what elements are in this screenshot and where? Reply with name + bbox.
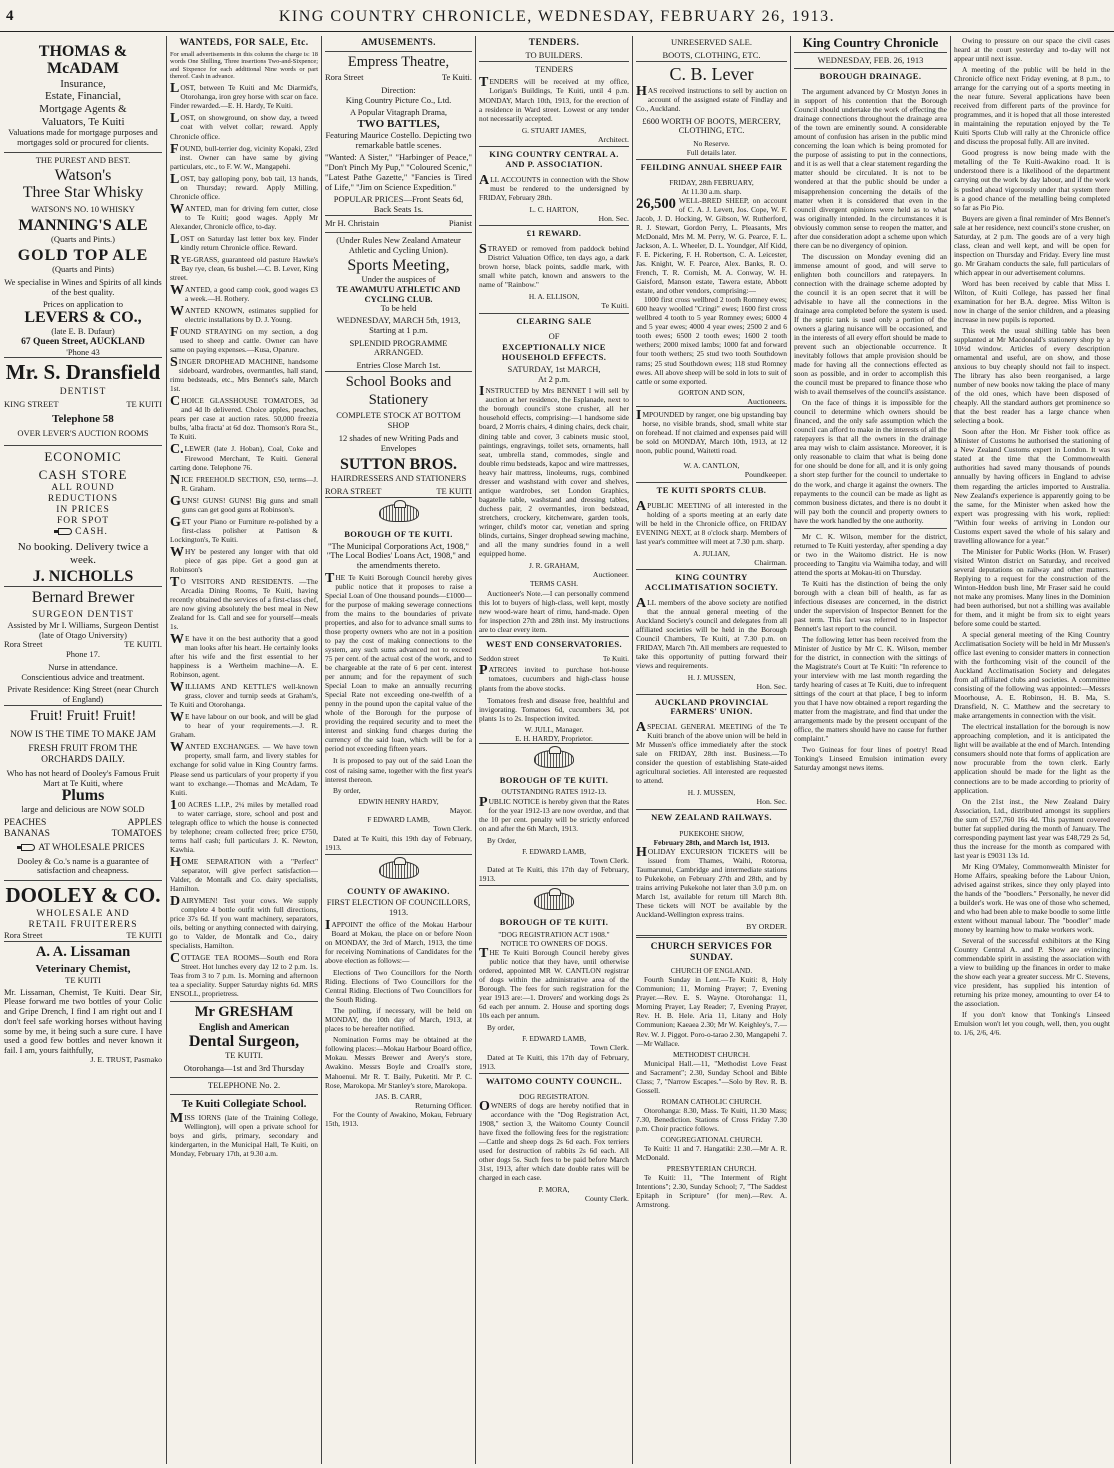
news-item: If you don't know that Tonking's Linseed Emulsion won't let you cough, well, then, you ought to. 1/6, 2/6, 4/6. — [954, 1010, 1110, 1038]
vitagraph-label: A Popular Vitagraph Drama, — [349, 107, 448, 118]
classified-ad: GUNS! GUNS! GUNS! Big guns and small guns can get good guns at Robinson's. — [170, 493, 318, 514]
classified-ad: WHY be pestered any longer with that old piece of gas pipe. Get a good gun at Robinson's — [170, 544, 318, 574]
classified-ad: CHOICE GLASSHOUSE TOMATOES, 3d and 4d lb delivered. Choice apples, peaches, pears per case at auction rates. 50,000 freezia bulbs, 'alba fracta' at 6d doz. Thomson's Rora St., Te Kuiti. — [170, 394, 318, 442]
news-item: This week the usual shilling table has been supplanted at Mr Macdonald's stationery shop by a 10½d window. Articles of every description ornamental and useful, are on show, and those anxious to buy cheaply should not fail to inspect. The library has also been reorganised, a large number of new books now taking the place of many of the old ones, which have been disposed of cheaply. All the standard authors get prominence so that the best reader has a large chance when selecting a book. — [954, 325, 1110, 426]
tomatoes-text: Tomatoes fresh and disease free, healthful and invigorating. Tomatoes 6d, cucumbers 3d, pot plants 1s to 2s. Inspection invited. — [479, 695, 629, 723]
te-kuiti-label: TE KUITI — [436, 486, 472, 497]
sale-time: At 2 p.m. — [537, 373, 571, 384]
mora-signature: P. MORA, — [538, 1185, 570, 1195]
editorial-paragraph: On the face of things it is impossible for the council to determine which owners should be financed, and the only safe assumption which the council can afford to make in the interests of all the ratepayers is that all the owners in the drainage area may wish to claim assistance. Moreover, it is only reasonable to claim that what is being done for one should be done for all, and it is only going a short step further for the council to undertake to do the work, and charge it against the owners. The repayments to the council can be made as light as common business dictates, and there is no doubt it will pay both the council and property owners to have the work handled by the one authority. — [794, 398, 947, 525]
wholesale-prices-text: AT WHOLESALE PRICES — [38, 842, 145, 853]
athletic-rules-text: (Under Rules New Zealand Amateur Athletic and Cycling Union). — [325, 232, 472, 259]
bananas-label: BANANAS — [4, 828, 50, 839]
accounts-text: ALL ACCOUNTS in connection with the Show must be rendered to the undersigned by FRIDAY, February 28th. — [479, 172, 629, 202]
full-details-label: Full details later. — [686, 148, 737, 158]
pianist-label: Pianist — [448, 217, 472, 228]
all-round-text: ALL ROUND — [51, 483, 115, 494]
by-order-label: By order, — [333, 785, 361, 795]
column-rule — [950, 36, 951, 1464]
otorohanga-days: Otorohanga—1st and 3rd Thursday — [183, 1062, 305, 1073]
news-item: Te Kuiti has the distinction of being the only borough with a clean bill of health, as far as infectious diseases are concerned, in the district under the supervision of Inspector Bennett for the past term. This fact was referred to in Inspector Bennett's last report to the council. — [794, 578, 947, 633]
unreserved-sale: UNRESERVED SALE. — [670, 37, 752, 47]
graham-signature: J. R. GRAHAM, — [529, 560, 579, 570]
retail-label: RETAIL FRUITERERS — [28, 920, 138, 931]
column-rule — [475, 36, 476, 1464]
classified-ad: FOUND, bull-terrier dog, vicinity Kopaki, 23rd inst. Owner can have same by giving particulars, etc., to F. W. W., Mangapehi. — [170, 141, 318, 171]
borough-crest-icon — [379, 504, 419, 522]
borough-crest-icon — [534, 750, 574, 768]
three-star-heading: Three Star Whisky — [22, 184, 144, 202]
lamb-signature: F EDWARD LAMB, — [367, 815, 430, 825]
school-books-heading: School Books and — [325, 371, 472, 393]
te-kuiti-label: TE KUITI — [65, 974, 101, 985]
column-rule — [166, 36, 167, 1464]
auctioneer-label: Auctioneer. — [592, 569, 629, 579]
over-levers-label: OVER LEVER'S AUCTION ROOMS — [17, 427, 149, 438]
te-kuiti-label: Te Kuiti. — [601, 301, 629, 311]
starting-time: Starting at 1 p.m. — [369, 324, 428, 335]
purest-label: THE PUREST AND BEST. — [4, 152, 162, 169]
catholic-heading: ROMAN CATHOLIC CHURCH. — [661, 1096, 762, 1106]
patrons-text: PATRONS invited to purchase hot-house tomatoes, cucumbers and high-class house plants from the above stocks. — [479, 663, 629, 693]
thomas-note: Valuations made for mortgage purposes and mortgages sold or procured for clients. — [8, 127, 158, 147]
worth-text: £600 WORTH OF BOOTS, MERCERY, CLOTHING, ETC. — [642, 115, 781, 136]
economic-heading: ECONOMIC — [4, 445, 162, 468]
classified-ad: DAIRYMEN! Test your cows. We supply complete 4 bottle outfit with full directions, price 37s 6d. If you want machinery, separators, oils, belting or anything connected with dairying, go to Valder, de Montalk and Co., dairy specialists, Hamilton. — [170, 893, 318, 951]
collegiate-heading: Te Kuiti Collegiate School. — [170, 1094, 318, 1114]
pukekohe-date: February 28th, and March 1st, 1913. — [653, 837, 770, 847]
fresh-fruit-text: FRESH FRUIT FROM THE ORCHARDS DAILY. — [28, 744, 138, 765]
gresham-name: Mr GRESHAM — [170, 1001, 318, 1023]
classified-ad: LOST, on showground, on show day, a tweed coat with velvet collar; reward. Apply Chronicle office. — [170, 111, 318, 141]
te-kuiti-label: TE KUITI. — [124, 639, 162, 650]
borough-drainage-heading: BOROUGH DRAINAGE. — [794, 68, 947, 85]
complete-stock-text: COMPLETE STOCK AT BOTTOM SHOP — [336, 410, 461, 431]
phone-43: 'Phone 43 — [66, 346, 100, 357]
boots-clothing: BOOTS, CLOTHING, ETC. — [662, 49, 761, 60]
featuring-text: Featuring Maurice Costello. Depicting two remarkable battle scenes. — [325, 129, 472, 150]
now-is-text: NOW IS THE TIME TO MAKE JAM — [10, 730, 156, 741]
king-street-label: KING STREET — [4, 399, 59, 410]
pointing-hand-icon — [58, 528, 72, 535]
hairdressers-label: HAIRDRESSERS AND STATIONERS — [330, 473, 467, 484]
dransfield-name: Mr. S. Dransfield — [4, 357, 162, 386]
hon-sec-label: Hon. Sec. — [598, 213, 629, 223]
sports-meeting-heading: Sports Meeting, — [347, 257, 450, 275]
collegiate-text: MISS IORNS (late of the Training College, Wellington), will open a private school for boys and girls, primary, secondary and kindergarten, in the Municipal Hall, Te Kuiti, on Monday, February 17th, at 9.30 a.m. — [170, 1111, 318, 1159]
editorial-paragraph: The discussion on Monday evening did an immense amount of good, and will serve to enlighten both councillors and ratepayers. In connection with the drainage scheme adopted by the council it is an open secret that it will be advisable to have all the connections in the drainage area completed before the system is used. If the septic tank is used only a portion of the owners a glaring nuisance will be occasioned, and in the interests of all every effort should be made to prevent such an objectionable occurrence. It inevitably follows that ample provision should be made for having all the connections effected as soon as possible, and in order to accomplish this the council must be prepared to finance those who wish to avail themselves of the council's assistance. — [794, 251, 947, 397]
brewer-assist-text: Assisted by Mr I. Williams, Surgeon Dentist (late of Otago University) — [7, 619, 159, 640]
household-effects-heading: EXCEPTIONALLY NICE HOUSEHOLD EFFECTS. — [501, 342, 607, 363]
english-american-label: English and American — [198, 1023, 290, 1034]
classified-ad: NICE FREEHOLD SECTION, £50, terms—J. R. Graham. — [170, 472, 318, 493]
classified-ad: WANTED, man for driving fern cutter, close to Te Kuiti; good wages. Apply Mr Alexander, Chronicle office, to-day. — [170, 201, 318, 231]
impounded-text: IMPOUNDED by ranger, one big upstanding bay horse, no visible brands, shod, small white star on forehead. If not claimed and expenses paid will be sold on MONDAY, March 10th, 1913, at 12 noon, public pound, Waitetti road. — [636, 406, 787, 458]
holiday-excursion-text: HOLIDAY EXCURSION TICKETS will be issued from Thames, Waihi, Rotorua, Taumarunui, Cambridge and intermediate stations to Pukekohe, on February 27th and 28th, and by trains arriving Pukekohe not later than 3.0 p.m. on March 1st, available for return till March 8th. These tickets will NOT be available by the Auckland-Wellington express trains. — [636, 844, 787, 919]
special-meeting-text: ASPECIAL GENERAL MEETING of the Te Kuiti branch of the above union will be held in Mr Mussen's office immediately after the stock sale on FRIDAY, 28th inst. Business.—To consider the question of establishing State-aided agricultural societies. All interested are requested to attend. — [636, 720, 787, 786]
classified-ad: C.LEWER (late J. Hoban), Coal, Coke and Firewood Merchant, Te Kuiti. General carting done. Telephone 76. — [170, 442, 318, 472]
classified-ad: GET your Piano or Furniture re-polished by a first-class polisher at Pattison & Lockington's, Te Kuiti. — [170, 514, 318, 544]
classified-ad: WANTED KNOWN, estimates supplied for electric installations by D. J. Young. — [170, 304, 318, 325]
nomination-text: Nomination Forms may be obtained at the following places:—Mokau Harbour Board office, Mokau. Messrs Brewer and Avery's store, Awakino. Messrs Boyle and Croall's store, Mahoenui. Mr R. T. Baily, Puketiti. Mr P. C. Rose, Marokopa. Mr Stanley's store, Marokopa. — [325, 1035, 472, 1090]
public-notice-text: PUBLIC NOTICE is hereby given that the Rates for the year 1912-13 are now overdue, and that the 10 per cent. penalty will be strictly enforced on and after the 6th March, 1913. — [479, 794, 629, 833]
telephone-2: TELEPHONE No. 2. — [170, 1077, 318, 1094]
seddon-street-label: Seddon street — [479, 654, 520, 664]
tender-text: TENDERS will be received at my office, Lorigan's Buildings, Te Kuiti, until 4 p.m. MONDAY, March 10th, 1913, for the erection of a residence in Ward street. Lowest or any tender not necessarily accepted. — [479, 75, 629, 123]
church-services-heading: CHURCH SERVICES FOR SUNDAY. — [650, 942, 773, 964]
conscientious-text: Conscientious advice and treatment. — [21, 671, 145, 682]
auctioneers-label: Auctioneers. — [747, 396, 787, 406]
sale-day: SATURDAY, 1st MARCH, — [507, 363, 601, 374]
sheep-count: 26,500 — [636, 195, 676, 212]
news-item: Mr King O'Maley, Commonwealth Minister for Home Affairs, speaking before the Labour Union, advised against strikes, since they only played into the hands of the "boodlers." Personally, he never did a builder's work. He was one of those who schemed, and who had been able to make boodle to some little extent without manual labour. The "boodler" made money by learning how to make workers work. — [954, 861, 1110, 934]
auctioneer-note: Auctioneer's Note.—I can personally commend this lot to buyers of high-class, well kept, mostly new wood-ware heart of rimu, hand-made. Open for inspection 27th and 28th inst. My instructions are to clear every item. — [479, 588, 629, 634]
queen-street-address: 67 Queen Street, AUCKLAND — [21, 336, 145, 347]
town-clerk-label: Town Clerk. — [433, 824, 472, 834]
wholesale-prices-line — [4, 843, 162, 854]
column-2-wanteds — [170, 36, 318, 1464]
lissaman-name: A. A. Lissaman — [4, 941, 162, 963]
te-kuiti-label: Te Kuiti. — [441, 72, 472, 83]
railways-heading: NEW ZEALAND RAILWAYS. — [636, 809, 787, 826]
classified-ad: LOST, bay galloping pony, bob tail, 13 hands, on Thursday; reward. Apply Milling, Chronicle office. — [170, 171, 318, 201]
nurse-text: Nurse in attendance. — [48, 661, 118, 672]
church-of-england-text: Fourth Sunday in Lent.—Te Kuiti: 8, Holy Communion; 11, Morning Prayer; 7, Evening Prayer.—Rev. E. S. Wayne. Otorohanga: 11, Morning Prayer, Lay Reader; 7, Evening Prayer, Rev. H. B. Hele. Aria 11, Litany and Holy Communion; Kaeaea 2.30; Mr W. Keighley's, 7.—Rev. W. J. Piggot. Poro-o-tarao 2.30, Mangapehi 7.—Mr Wallace. — [636, 975, 787, 1048]
classified-ad: WE have it on the best authority that a good man looks after his heart. He certainly looks after his wife and the first essential to her happiness is a Wertheim machine—A. E. Robinson, agent. — [170, 632, 318, 680]
clearing-sale-heading: CLEARING SALE — [479, 313, 629, 330]
news-item: Two Guineas for four lines of poetry! Read Tonking's Linseed Emulsion intimation every Saturday amongst news items. — [794, 745, 947, 773]
splendid-programme: SPLENDID PROGRAMME ARRANGED. — [349, 337, 448, 358]
news-item: Good progress is now being made with the metalling of the Te Kuiti-Awakino road. It is understood there is a likelihood of the department carrying out the work by day labour, and if the work is pushed ahead vigorously under that system there is a good chance of the metalling being completed so far as Pio Pio. — [954, 148, 1110, 212]
borough-crest-icon — [534, 892, 574, 910]
editorial-masthead: King Country Chronicle — [794, 36, 947, 53]
feilding-time: At 11.30 a.m. sharp. — [681, 186, 742, 196]
large-delicious-text: large and delicious are NOW SOLD — [21, 804, 145, 815]
mannings-ale: MANNING'S ALE — [18, 216, 148, 234]
cash-line — [4, 527, 162, 538]
sheep-list: 1000 first cross wellbred 2 tooth Romney ewes; 600 heavy woolled "Cringi" ewes; 1600 first cross wellbred 4 tooth to 5 year Romney ewes; 6000 4 and 5 year ewes; 4000 4 year ewes; 2500 2 and 6 tooth ewes; 6500 2 tooth ewes; 1600 2 tooth wethers; 2000 mixed lambs; 1000 fat and forward four tooth wethers; 25 stud two tooth Southdown rams; 25 stud Southdown ewes; 118 stud Romney ewes. All above sheep will be sold in lots to suit of cattle or some exported. — [636, 295, 787, 386]
catholic-text: Otorohanga: 8.30, Mass. Te Kuiti, 11.30 Mass; 7.30, Benediction. Stations of Cross Friday 7.30 p.m. Choir practice follows. — [636, 1105, 787, 1133]
gold-top-ale: GOLD TOP ALE — [17, 247, 149, 265]
pianist-name: Mr H. Christain — [325, 217, 380, 228]
pointing-hand-icon — [21, 844, 35, 851]
election-heading: FIRST ELECTION OF COUNCILLORS, 1913. — [326, 897, 471, 918]
direction-label: Direction: — [381, 84, 416, 95]
jull-signature: W. JULL, Manager. — [524, 724, 584, 734]
news-item: The following letter has been received from the Minister of Justice by Mr C. K. Wilson, member for the district, in connection with the sittings of the Magistrate's Court at Te Kuiti: "In reference to your interview with me last month regarding the tardy hearing of cases at Te Kuiti, due to infrequent sittings of the court at that place, I beg to inform you that I have now obtained a report regarding the matter from the magistrate, and find that under the arrangements made by the present occupant of the office, the matters should have no cause for further complaint." — [794, 635, 947, 744]
hon-sec-label: Hon. Sec. — [756, 797, 787, 807]
watsons-no10: WATSON'S NO. 10 WHISKY — [31, 204, 135, 215]
rora-street-label: RORA STREET — [325, 486, 382, 497]
dufaur-label: (late E. B. Dufaur) — [51, 326, 115, 337]
thomas-line: Valuators, Te Kuiti — [41, 115, 125, 128]
farmers-union-heading: AUCKLAND PROVINCIAL FARMERS' UNION. — [636, 694, 787, 721]
lever-name: C. B. Lever — [636, 61, 787, 87]
phone-17: Phone 17. — [66, 649, 100, 660]
column-7-news — [954, 36, 1110, 1464]
acclimatisation-heading: KING COUNTRY ACCLIMATISATION SOCIETY. — [636, 569, 787, 596]
cantlon-signature: W. A. CANTLON, — [683, 461, 740, 471]
column-4-tenders — [479, 36, 629, 1464]
nicholls-name: J. NICHOLLS — [32, 568, 134, 586]
classified-ad: FOUND STRAYING on my section, a dog used to sheep and cattle. Owner can have same on paying expenses.—Kusa, Oparure. — [170, 325, 318, 355]
dated-text: Dated at Te Kuiti, this 17th day of February, 1913. — [479, 1052, 629, 1071]
who-has-text: Who has not heard of Dooley's Famous Fruit Mart at Te Kuiti, where — [6, 767, 160, 788]
popular-prices-text: POPULAR PRICES—Front Seats 6d, Back Seats 1s. — [333, 194, 464, 215]
news-item: The Minister for Public Works (Hon. W. Fraser) visited Winton district on Saturday, and received several deputations on railway and other matters. Replying to a request for the construction of the Winton-Heddon bush line, Mr Fraser said he could not make any promises. Many lines in the Dominion had been authorised, but not a shilling was available for them, and it might be from six to eight years before some could be started. — [954, 546, 1110, 628]
plums-heading: Plums — [61, 787, 105, 805]
congregational-heading: CONGREGATIONAL CHURCH. — [660, 1134, 763, 1144]
sports-club-heading: TE KUITI SPORTS CLUB. — [636, 482, 787, 499]
cash-text: CASH. — [75, 527, 108, 538]
carr-signature: JAS. B. CARR, — [375, 1091, 422, 1101]
classified-ad: WANTED EXCHANGES. — We have town property, small farm, and livery stables for exchange for solid value in King Country farms. Please send us particulars of your property if you want to exchange.—Thomas and McAdam, Te Kuiti. — [170, 740, 318, 797]
empress-theatre-name: Empress Theatre, — [325, 51, 472, 73]
harton-signature: L. C. HARTON, — [529, 204, 579, 214]
stationery-heading: Stationery — [368, 392, 429, 409]
outstanding-rates-heading: OUTSTANDING RATES 1912-13. — [501, 787, 607, 797]
awamutu-club: TE AWAMUTU ATHLETIC AND CYCLING CLUB. — [336, 283, 461, 304]
thomas-mcadam-name: THOMAS & McADAM — [38, 43, 128, 77]
lissaman-signature: J. E. TRUST, Pasmako — [90, 1054, 162, 1064]
two-battles-title: TWO BATTLES, — [357, 118, 440, 131]
sutton-bros-name: SUTTON BROS. — [339, 456, 458, 474]
private-residence-text: Private Residence: King Street (near Church of England) — [7, 684, 159, 705]
terms-cash: TERMS CASH. — [529, 579, 579, 589]
column-6-editorial — [794, 36, 947, 1464]
presbyterian-text: Te Kuiti: 11, "The Interment of Right Intentions"; 2.30, Sunday School; 7, "The Saddest Epitaph in Scripture" (for men).—Rev. A. Armstrong. — [636, 1172, 787, 1210]
fruit-heading: Fruit! Fruit! Fruit! — [4, 705, 162, 727]
mayor-label: Mayor. — [449, 805, 472, 815]
news-item: On the 21st inst., the New Zealand Dairy Association, Ltd., distributed amongst its suppliers the sum of £57,760 16s 4d. This payment covered butter fat supplied during the month of January. The corresponding payment last year was £48,729 2s 5d, thus the increase for the month as compared with last year is £9031 13s 1d. — [954, 796, 1110, 860]
news-item: Mr C. K. Wilson, member for the district, returned to Te Kuiti yesterday, after spending a day or two in the Waitomo district. He is now proceeding to Tangitu via Waimiha today, and will attend the sports at Mokau-iti on Thursday. — [794, 531, 947, 577]
returning-officer-label: Returning Officer. — [414, 1100, 472, 1110]
levers-name: LEVERS & CO., — [24, 309, 142, 327]
lamb-signature: F. EDWARD LAMB, — [522, 1034, 586, 1044]
tomatoes-label: TOMATOES — [111, 828, 162, 839]
mussen-signature: H. J. MUSSEN, — [687, 788, 736, 798]
rora-street-label: Rora Street — [325, 72, 364, 83]
news-item: A meeting of the public will be held in the Chronicle office next Friday evening, at 8 p.m., to arrange for the carrying out of a sports meeting in the near future. Several applications have been received from different parts of the province for programmes, and it is hoped that all those interested in maintaining the reputation enjoyed by the Te Kuiti Sports Club will rally at the Chronicle office and discuss the proposal fully. All are invited. — [954, 65, 1110, 147]
lissaman-letter: Mr. Lissaman, Chemist, Te Kuiti. Dear Sir, Please forward me two bottles of your Colic and Gripe Drench, I find I am right out and I don't feel safe working horses without having some by me, it being such a sure cure. I have used a good few bottles and never known it fail. I am, yours faithfully, — [4, 986, 162, 1056]
in-prices-text: IN PRICES — [56, 505, 110, 516]
apples-label: APPLES — [127, 817, 162, 828]
news-item: Owing to pressure on our space the civil cases heard at the court yesterday and to-day will not appear until next issue. — [954, 36, 1110, 64]
notice-owners-heading: NOTICE TO OWNERS OF DOGS. — [500, 939, 608, 949]
no-booking-text: No booking. Delivery twice a week. — [17, 540, 149, 566]
west-end-heading: WEST END CONSERVATORIES. — [479, 636, 629, 653]
town-clerk-label: Town Clerk. — [590, 855, 629, 865]
direction-company: King Country Picture Co., Ltd. — [345, 94, 452, 105]
masthead — [0, 6, 1114, 32]
dooley-guarantee-text: Dooley & Co.'s name is a guarantee of satisfaction and cheapness. — [17, 855, 149, 876]
sheep-vendors-text: WELL-BRED SHEEP, on account of C. A. J. Levett, Jos. Cope, W. F. Jacob, J. D. Hocking, W. Gibson, W. Rutherford, R. J. Stewart, Gordon Perry, L. Pleasants, Mrs McDonald, Mrs M. M. Perry, W. G. Pearce, F. L. Jackson, A. L. Wheeler, D. L. Youndger, Alf Kidd, F. E. Pickering, F. H. Robertson, C. A. Leicester, Jas. Knight, W. F. Pearce, Alex. Banks, R. O. French, T. R. Cornish, M. A. Conway, W. H. Gaisford, Manson estate, Tawera estate, Abbott estate, and other vendors, comprising:— — [636, 195, 787, 296]
classified-ad: TO VISITORS AND RESIDENTS. —The Arcadia Dining Rooms, Te Kuiti, having recently obtained the services of a first-class chef, are now giving absolutely the best meal in New Zealand for 1s. Call and see for yourself—meals 1s. — [170, 574, 318, 632]
page-number: 4 — [6, 8, 14, 24]
architect-label: Architect. — [598, 134, 629, 144]
thomas-line: Mortgage Agents & — [39, 102, 127, 115]
editorial-date: WEDNESDAY, FEB. 26, 1913 — [817, 54, 924, 65]
classified-ad: LOST on Saturday last letter box key. Finder kindly return Chronicle office. Reward. — [170, 231, 318, 252]
dentist-label: DENTIST — [59, 386, 107, 397]
newspaper-title: KING COUNTRY CHRONICLE, WEDNESDAY, FEBRUARY 26, 1913. — [278, 8, 836, 25]
borough-heading: BOROUGH OF TE KUITI. — [344, 528, 453, 539]
column-5-notices — [636, 36, 787, 1464]
loan-note-text: It is proposed to pay out of the said Loan the cost of raising same, together with the first year's interest thereon. — [325, 756, 472, 784]
ellison-signature: H. A. ELLISON, — [528, 292, 580, 302]
waitomo-text: OWNERS of dogs are hereby notified that in accordance with the "Dog Registration Act, 1908," section 3, the Waitomo County Council have fixed the following fees for the registration:—Cattle and sheep dogs 2s 6d each. Fox terriers used for destruction of rabbits 2s 6d each. All other dogs 5s. Such fees to be paid before March 31st, 1913, after which date double rates will be charged in each case. — [479, 1098, 629, 1182]
programme-list: "Wanted: A Sister," "Harbinger of Peace," "Don't Pinch My Pup," "Coloured Scenic," "Latest Pathe Gazette," "Fancies is Tired of Life," "Jim on Science Expedition." — [325, 152, 472, 192]
hon-sec-label: Hon. Sec. — [756, 682, 787, 692]
reductions-text: REDUCTIONS — [47, 494, 119, 505]
news-item: Several of the successful exhibitors at the King Country Central A. and P. Show are evincing commendable spirit in assisting the association with a view to building up the finances in order to make the show each year a greater success. Mr C. Stevens, vice president, has supplied his intention of returning his prize money, amounting to over £4 to the association. — [954, 936, 1110, 1009]
classified-ad: SINGER DROPHEAD MACHINE, handsome sideboard, wardrobes, overmantles, hall stand, rimu bedsteads, etc., Mrs Bennet's sale, March 1st. — [170, 355, 318, 394]
writing-pads-text: 12 shades of new Writing Pads and Envelopes — [338, 432, 459, 453]
lamb-signature: F. EDWARD LAMB, — [522, 846, 586, 856]
county-clerk-label: County Clerk. — [584, 1194, 629, 1204]
hardy-signature: EDWIN HENRY HARDY, — [358, 796, 439, 806]
dental-surgeon-heading: Dental Surgeon, — [188, 1033, 300, 1051]
hardy-signature: E. H. HARDY, Proprietor. — [515, 733, 593, 743]
classified-ad: HOME SEPARATION with a "Perfect" separator, will give perfect satisfaction—Valder, de Montalk and Co. dairy specialists, Hamilton. — [170, 854, 318, 893]
to-builders-label: TO BUILDERS. — [525, 49, 583, 60]
by-order-label: BY ORDER. — [746, 921, 787, 931]
auspices-label: Under the auspices of — [361, 274, 436, 285]
news-item: The electrical installation for the borough is now approaching completion, and it is anticipated the light will be available at the end of March. Intending consumers should note that forms of application are now procurable from the town clerk. Early application should be made for the light as the connections are to be made according to priority of application. — [954, 722, 1110, 795]
feilding-heading: FEILDING ANNUAL SHEEP FAIR — [636, 159, 787, 176]
dog-registration-heading: DOG REGISTRATON. — [518, 1091, 590, 1101]
classified-ad: 100 ACRES L.I.P., 2¼ miles by metalled road to water carriage, store, school and post and telegraph office to which the house is connected by telephone; cream collected free; price £750, terms half cash; full particulars J. K. Newton, Kawhia. — [170, 797, 318, 854]
peaches-label: PEACHES — [4, 817, 47, 828]
chairman-label: Chairman. — [754, 557, 787, 567]
entries-close: Entries Close March 1st. — [356, 360, 441, 371]
tenders-label: TENDERS — [479, 61, 629, 78]
news-item: Soon after the Hon. Mr Fisher took office as Minister of Customs he authorised the stationing of a New Zealand Customs expert in London. It was stated at the time that the Commonwealth authorities had saved many thousands of pounds annually by having officers in England to advise them regarding the articles imported to Australia. New Zealand's experience is apparently going to be the same, for the Minister when asked how the expert was progressing with his work, replied: "Within four weeks of arriving in London our Customs expert saved the whole of his salary and travelling allowance for a year." — [954, 427, 1110, 545]
dooley-name: DOOLEY & CO. — [4, 880, 162, 909]
lever-text: HAS received instructions to sell by auction on account of the assigned estate of Findlay and Co., Auckland. — [636, 84, 787, 114]
borough-heading: BOROUGH OF TE KUITI. — [499, 774, 609, 785]
gorton-signature: GORTON AND SON, — [678, 387, 745, 397]
james-signature: G. STUART JAMES, — [521, 125, 587, 135]
election-text: IAPPOINT the office of the Mokau Harbour Board at Mokau, the place on or before Noon on MONDAY, the 3rd of March, 1913, the time for receiving Nominations of Candidates for the above election as follows:— — [325, 918, 472, 966]
dated-text: Dated at Te Kuiti, this 17th day of February, 1913. — [479, 865, 629, 884]
of-label: OF — [548, 330, 560, 341]
by-order-label: By Order, — [487, 835, 517, 845]
reward-heading: £1 REWARD. — [479, 225, 629, 242]
classified-ad: WANTED, a good camp cook, good wages £3 a week.—H. Rothery. — [170, 282, 318, 304]
te-kuiti-label: TE KUITI — [126, 399, 162, 410]
watsons-heading: Watson's — [54, 167, 112, 185]
wanteds-intro: For small advertisements in this column the charge is: 18 words One Shilling, Three insertions Two-and-Sixpence; and Sixpence for each additional Nine words or part thereof. Cash in advance. — [170, 50, 318, 80]
amusements-header: AMUSEMENTS. — [361, 38, 436, 48]
for-spot-text: FOR SPOT — [56, 516, 110, 527]
presbyterian-heading: PRESBYTERIAN CHURCH. — [666, 1163, 757, 1173]
thomas-line: Estate, Financial, — [44, 90, 122, 103]
news-item: Buyers are given a final reminder of Mrs Bennet's sale at her residence, next council's stone crusher, on Saturday, at 2 p.m. The goods are of a very high class, clean and well kept, and will be open for inspection on Thursday and Friday. Every line must go. Mr Graham conducts the sale, full particulars of which appear in our advertisement columns. — [954, 213, 1110, 277]
awakino-heading: COUNTY OF AWAKINO. — [347, 885, 450, 896]
town-clerk-label: Town Clerk. — [590, 1043, 629, 1053]
tenders-header: TENDERS. — [528, 38, 580, 48]
church-of-england-heading: CHURCH OF ENGLAND. — [670, 966, 753, 976]
awakino-crest-icon — [379, 861, 419, 879]
te-kuiti-label: TE KUITI — [126, 930, 162, 941]
polling-text: The polling, if necessary, will be held on MONDAY, the 10th day of March, 1913, at places to be hereafter notified. — [325, 1006, 472, 1034]
editorial-paragraph: The argument advanced by Cr Mostyn Jones in in support of his contention that the Borough Council should undertake the work of effecting the drainage connections throughout the drainage area of the town are eminently sound. A considerable amount of confusion has arisen in the public mind concerning the loan which is being promoted for the purpose of assisting to put in the connections, and it is as well that a clear statement regarding the matter should be circulated. It is not to be wondered at that the public should be under a misapprehension concerning the details of the matter when it is considered that even in the council divergent opinions were held as to what was originally intended. In the circumstances it is obviously common sense to reopen the matter, and after due consideration adopt a scheme upon which there can be no divergency of opinion. — [794, 87, 947, 250]
sports-meeting-text: APUBLIC MEETING of all interested in the holding of a sports meeting at an early date will be held in the Chronicle office, on FRIDAY EVENING NEXT, at 8 o'clock sharp. Members of last year's committee will meet at 7.30 p.m. sharp. — [636, 498, 787, 546]
quarts-label: (Quarts and Pints.) — [51, 233, 115, 244]
borough-heading: BOROUGH OF TE KUITI. — [499, 917, 609, 928]
dated-text: Dated at Te Kuiti, this 19th day of February, 1913. — [325, 833, 472, 852]
column-rule — [321, 36, 322, 1464]
election-list: Elections of Two Councillors for the North Riding. Elections of Two Councillors for the Central Riding. Elections of Two Councillors for the South Riding. — [325, 968, 472, 1005]
poundkeeper-label: Poundkeeper. — [744, 470, 787, 480]
classified-ad: LOST, between Te Kuiti and Mc Diarmid's, Otorohanga, iron grey horse with scar on face. Finder rewarded.—E. H. Hardy, Te Kuiti. — [170, 81, 318, 111]
news-item: Word has been received by cable that Miss I. Wilton, of Kuiti College, has passed her final examination for her B.A. degree. Miss Wilton is now in charge of the senior children, and a pleasing increase in new pupils is reported. — [954, 278, 1110, 324]
acclimatisation-text: ALL members of the above society are notified that the annual general meeting of the Auckland Society's council and delegates from all affiliated societies will be held in the Borough Council Chambers, Te Kuiti, at 7.30 p.m. on FRIDAY, March 7th. All members are requested to take this opportunity of putting forward their views and requirements. — [636, 595, 787, 671]
wholesale-and-label: WHOLESALE AND — [36, 909, 130, 920]
quarts-label: (Quarts and Pints) — [52, 264, 114, 275]
sports-date: WEDNESDAY, MARCH 5th, 1913, — [336, 315, 461, 326]
te-kuiti-label: TE KUITI. — [225, 1050, 263, 1061]
column-1-advertisements — [4, 36, 162, 1464]
by-order-label: By order, — [487, 1023, 515, 1033]
dog-registration-text: THE Te Kuiti Borough Council hereby gives public notice that they have, until otherwise ordered, appointed MR W. CANTLON registrar of dogs within the administrative area of the Borough. The fees for such registration for the year 1913 are:—1. Drovers' and working dogs 2s 6d each per annum. 2. House and sporting dogs 10s each per annum. — [479, 946, 629, 1021]
held-label: To be held — [380, 303, 417, 314]
classified-ad: WE have labour on our book, and will be glad to hear of your requirements.—J. R. Graham. — [170, 710, 318, 740]
column-rule — [790, 36, 791, 1464]
column-3-amusements — [325, 36, 472, 1464]
methodist-text: Municipal Hall.—11, "Methodist Love Feast and Sacrament"; 2.30, Sunday School and Bible Class; 7, "Narrow Escapes."—Solo by Rev. R. B. Gossell. — [636, 1058, 787, 1095]
classified-ad: COTTAGE TEA ROOMS—South end Rora Street. Hot lunches every day 12 to 2 p.m. 1s. Teas from 3 to 7 p.m. 1s. Morning and afternoon tea a speciality. Supper Saturday nights 6d. MRS ENSOLL, proprietress. — [170, 951, 318, 999]
no-reserve-label: No Reserve. — [693, 139, 730, 149]
bennet-sale-text: INSTRUCTED by Mrs BENNET I will sell by auction at her residence, the Esplanade, next to the borough council's stone crusher, all her household effects, comprising:—1 handsome side board, 2 Morris chairs, 4 dining chairs, deck chair, dining table and cover, 3 cabinets music stool, paintings, engravings, toilet sets, ornaments, hall seat, umbrella stand, commodes, single and double rimu bedsteads, kapoc and wire mattresses, heavy hair mattress, linoleums, rugs, combined dresser and washstand with cover and shelves, antique wardrobes, set London Graphics, bagatelle table, washstand and dressing tables, duchess pair, 2 overmantles, iron bedstead, stretchers, crockery, kitchenware, garden tools, wringer, child's motor car, venetian and spring blinds, curtains, Singer drophead sewing machine, and all the many sundries found in a well equipped home. — [479, 384, 629, 558]
specialise-text: We specialise in Wines and Spirits of all kinds of the best quality. — [4, 276, 162, 297]
julian-signature: A. JULIAN, — [693, 548, 730, 558]
strayed-text: STRAYED or removed from paddock behind District Valuation Office, ten days ago, a dark brown horse, black points, saddle mark, with small white patch, known and answers to the name of "Rainbow." — [479, 242, 629, 290]
central-association-heading: KING COUNTRY CENTRAL A. AND P. ASSOCIATION. — [479, 146, 629, 173]
rora-street-label: Rora Street — [4, 930, 43, 941]
surgeon-dentist-label: SURGEON DENTIST — [32, 609, 134, 620]
pukekohe-heading: PUKEKOHE SHOW, — [679, 828, 744, 838]
mussen-signature: H. J. MUSSEN, — [687, 673, 736, 683]
for-county-text: For the County of Awakino, Mokau, February 15th, 1913. — [325, 1110, 472, 1129]
sheep-sale-block — [636, 196, 787, 295]
news-item: A special general meeting of the King Country Acclimatisation Society will be held in Mr Mussen's office last evening to consider matters in connection with the forthcoming visit of the council of the Auckland Acclimatisation Society and delegates from all affiliated clubs and societies. A committee consisting of the following was appointed:—Messrs Moorhouse, A. E. Robinson, H. B. Ma, S. Dransfield, N. C. Matthew and the secretary to make arrangements in connection with the visit. — [954, 630, 1110, 721]
methodist-heading: METHODIST CHURCH. — [672, 1049, 751, 1059]
rora-street-label: Rora Street — [4, 639, 43, 650]
dog-act-heading: "DOG REGISTRATION ACT 1908." — [498, 930, 610, 940]
vet-chemist-label: Veterinary Chemist, — [35, 963, 131, 976]
wanteds-header: WANTEDS, FOR SALE, Etc. — [179, 38, 309, 48]
classified-ad: RYE-GRASS, guaranteed old pasture Hawke's Bay rye, clean, 6s bushel.—C. B. Lever, King street. — [170, 252, 318, 282]
column-rule — [632, 36, 633, 1464]
waitomo-heading: WAITOMO COUNTY COUNCIL. — [479, 1073, 629, 1090]
prices-text: Prices on application to — [42, 299, 124, 310]
classified-ad: WILLIAMS AND KETTLE'S well-known grass, clover and turnip seeds at Graham's, Te Kuiti and Otorohanga. — [170, 680, 318, 710]
feilding-date: FRIDAY, 28th FEBRUARY, — [669, 177, 754, 187]
telephone-58: Telephone 58 — [52, 413, 114, 426]
thomas-line: Insurance, — [60, 77, 106, 90]
cash-store-heading: CASH STORE — [38, 467, 128, 483]
brewer-name: Bernard Brewer — [4, 586, 162, 610]
te-kuiti-label: Te Kuiti. — [602, 654, 629, 664]
municipal-acts-text: "The Municipal Corporations Act, 1908," "The Local Bodies' Loans Act, 1908," and the amendments thereto. — [326, 540, 471, 571]
loan-notice-text: THE Te Kuiti Borough Council hereby gives public notice that it proposes to raise a Special Loan of One thousand pounds—£1000—for the purpose of making sewerage connections from the mains to the boundaries of private properties, and also for to advance small sums to those property owners who are not in a position to pay the cost of making connections to the system, any such sums advanced not to exceed 75 per cent. of the actual cost of the work, and to be chargeable at the rate of 6 per cent. interest per annum; and for the repayment of such Special Loan to make an annually recurring Special Rate not exceeding one-twelfth of a penny in the pound upon the capital value of the whole of the Borough for the purpose of providing the required security and to meet the interest and sinking fund charges during the currency of the said loan, which will be for a period not exceeding fifteen years. — [325, 570, 472, 754]
congregational-text: Te Kuiti: 11 and 7. Hangatiki: 2.30.—Mr A. R. McDonald. — [636, 1143, 787, 1162]
